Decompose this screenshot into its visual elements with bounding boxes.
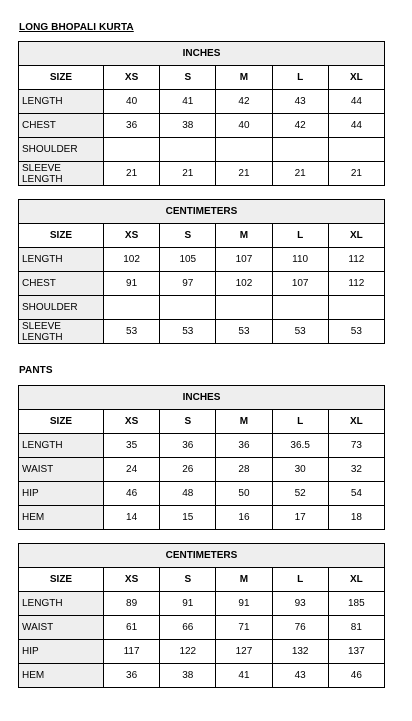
value-cell xyxy=(160,138,216,162)
pants-centimeters-table xyxy=(18,543,385,688)
value-cell xyxy=(160,296,216,320)
value-cell: 40 xyxy=(216,114,272,138)
value-cell: 53 xyxy=(104,320,160,344)
size-header-row xyxy=(19,410,385,434)
table-row xyxy=(19,320,385,344)
size-header-cell: M xyxy=(216,224,272,248)
value-cell: 38 xyxy=(160,114,216,138)
size-header-cell: L xyxy=(272,66,328,90)
value-cell: 35 xyxy=(104,434,160,458)
size-header-cell: XS xyxy=(104,66,160,90)
value-cell: 36 xyxy=(104,664,160,688)
size-column-header: SIZE xyxy=(19,568,104,592)
value-cell: 17 xyxy=(272,506,328,530)
value-cell: 91 xyxy=(104,272,160,296)
row-label: HEM xyxy=(19,664,104,688)
value-cell xyxy=(328,138,384,162)
kurta-centimeters-table xyxy=(18,199,385,344)
value-cell: 18 xyxy=(328,506,384,530)
value-cell: 91 xyxy=(160,592,216,616)
size-column-header: SIZE xyxy=(19,66,104,90)
value-cell: 46 xyxy=(328,664,384,688)
value-cell: 43 xyxy=(272,90,328,114)
unit-header-row xyxy=(19,200,385,224)
value-cell: 36.5 xyxy=(272,434,328,458)
size-header-cell: M xyxy=(216,568,272,592)
row-label: LENGTH xyxy=(19,592,104,616)
table-row xyxy=(19,458,385,482)
value-cell: 43 xyxy=(272,664,328,688)
size-header-cell: XL xyxy=(328,224,384,248)
row-label: HIP xyxy=(19,640,104,664)
value-cell: 102 xyxy=(104,248,160,272)
row-label: HEM xyxy=(19,506,104,530)
value-cell: 54 xyxy=(328,482,384,506)
value-cell: 28 xyxy=(216,458,272,482)
size-header-cell: XS xyxy=(104,410,160,434)
value-cell: 53 xyxy=(216,320,272,344)
size-header-cell: S xyxy=(160,66,216,90)
value-cell: 44 xyxy=(328,114,384,138)
unit-header: CENTIMETERS xyxy=(19,544,385,568)
size-header-cell: L xyxy=(272,568,328,592)
size-header-cell: S xyxy=(160,224,216,248)
value-cell: 21 xyxy=(328,162,384,186)
value-cell: 105 xyxy=(160,248,216,272)
row-label: SHOULDER xyxy=(19,138,104,162)
table-row xyxy=(19,114,385,138)
value-cell: 61 xyxy=(104,616,160,640)
unit-header: CENTIMETERS xyxy=(19,200,385,224)
value-cell: 53 xyxy=(160,320,216,344)
value-cell: 107 xyxy=(272,272,328,296)
value-cell: 110 xyxy=(272,248,328,272)
size-header-row xyxy=(19,66,385,90)
value-cell xyxy=(216,296,272,320)
value-cell: 93 xyxy=(272,592,328,616)
size-header-cell: XL xyxy=(328,66,384,90)
value-cell: 89 xyxy=(104,592,160,616)
value-cell: 102 xyxy=(216,272,272,296)
value-cell: 53 xyxy=(272,320,328,344)
value-cell: 52 xyxy=(272,482,328,506)
unit-header-row xyxy=(19,386,385,410)
row-label: CHEST xyxy=(19,272,104,296)
size-header-cell: L xyxy=(272,410,328,434)
value-cell: 112 xyxy=(328,248,384,272)
value-cell: 127 xyxy=(216,640,272,664)
value-cell: 14 xyxy=(104,506,160,530)
value-cell xyxy=(104,296,160,320)
value-cell: 81 xyxy=(328,616,384,640)
value-cell: 132 xyxy=(272,640,328,664)
unit-header-row xyxy=(19,544,385,568)
row-label: WAIST xyxy=(19,458,104,482)
value-cell: 112 xyxy=(328,272,384,296)
value-cell xyxy=(328,296,384,320)
value-cell: 32 xyxy=(328,458,384,482)
value-cell xyxy=(272,138,328,162)
size-header-cell: XL xyxy=(328,568,384,592)
unit-header: INCHES xyxy=(19,386,385,410)
value-cell xyxy=(272,296,328,320)
size-header-row xyxy=(19,224,385,248)
size-column-header: SIZE xyxy=(19,410,104,434)
table-row xyxy=(19,434,385,458)
value-cell: 24 xyxy=(104,458,160,482)
value-cell: 40 xyxy=(104,90,160,114)
value-cell: 137 xyxy=(328,640,384,664)
value-cell: 44 xyxy=(328,90,384,114)
value-cell: 41 xyxy=(160,90,216,114)
value-cell: 36 xyxy=(216,434,272,458)
value-cell: 122 xyxy=(160,640,216,664)
value-cell: 48 xyxy=(160,482,216,506)
value-cell xyxy=(216,138,272,162)
table-row xyxy=(19,616,385,640)
value-cell: 73 xyxy=(328,434,384,458)
unit-header-row xyxy=(19,42,385,66)
value-cell: 26 xyxy=(160,458,216,482)
table-row xyxy=(19,640,385,664)
value-cell: 46 xyxy=(104,482,160,506)
value-cell xyxy=(104,138,160,162)
value-cell: 50 xyxy=(216,482,272,506)
pants-inches-table xyxy=(18,385,385,530)
size-header-cell: M xyxy=(216,410,272,434)
value-cell: 71 xyxy=(216,616,272,640)
value-cell: 21 xyxy=(104,162,160,186)
value-cell: 53 xyxy=(328,320,384,344)
section-title-kurta: LONG BHOPALI KURTA xyxy=(19,22,134,33)
table-row xyxy=(19,506,385,530)
kurta-inches-table xyxy=(18,41,385,186)
table-row xyxy=(19,248,385,272)
value-cell: 21 xyxy=(272,162,328,186)
value-cell: 38 xyxy=(160,664,216,688)
value-cell: 36 xyxy=(104,114,160,138)
value-cell: 41 xyxy=(216,664,272,688)
table-row xyxy=(19,592,385,616)
row-label: CHEST xyxy=(19,114,104,138)
value-cell: 107 xyxy=(216,248,272,272)
size-header-cell: S xyxy=(160,410,216,434)
value-cell: 97 xyxy=(160,272,216,296)
row-label: LENGTH xyxy=(19,90,104,114)
table-row xyxy=(19,162,385,186)
row-label: SLEEVE LENGTH xyxy=(19,320,104,344)
row-label: SHOULDER xyxy=(19,296,104,320)
table-row xyxy=(19,482,385,506)
value-cell: 16 xyxy=(216,506,272,530)
section-title-pants: PANTS xyxy=(19,365,53,376)
size-header-cell: XL xyxy=(328,410,384,434)
value-cell: 21 xyxy=(160,162,216,186)
row-label: LENGTH xyxy=(19,248,104,272)
value-cell: 36 xyxy=(160,434,216,458)
value-cell: 117 xyxy=(104,640,160,664)
size-header-row xyxy=(19,568,385,592)
value-cell: 185 xyxy=(328,592,384,616)
row-label: HIP xyxy=(19,482,104,506)
table-row xyxy=(19,272,385,296)
table-row xyxy=(19,296,385,320)
unit-header: INCHES xyxy=(19,42,385,66)
value-cell: 15 xyxy=(160,506,216,530)
size-header-cell: S xyxy=(160,568,216,592)
value-cell: 76 xyxy=(272,616,328,640)
size-header-cell: XS xyxy=(104,568,160,592)
value-cell: 91 xyxy=(216,592,272,616)
size-header-cell: L xyxy=(272,224,328,248)
size-header-cell: M xyxy=(216,66,272,90)
size-header-cell: XS xyxy=(104,224,160,248)
value-cell: 21 xyxy=(216,162,272,186)
table-row xyxy=(19,664,385,688)
table-row xyxy=(19,138,385,162)
size-column-header: SIZE xyxy=(19,224,104,248)
row-label: WAIST xyxy=(19,616,104,640)
value-cell: 42 xyxy=(216,90,272,114)
row-label: SLEEVE LENGTH xyxy=(19,162,104,186)
value-cell: 66 xyxy=(160,616,216,640)
value-cell: 30 xyxy=(272,458,328,482)
value-cell: 42 xyxy=(272,114,328,138)
row-label: LENGTH xyxy=(19,434,104,458)
table-row xyxy=(19,90,385,114)
